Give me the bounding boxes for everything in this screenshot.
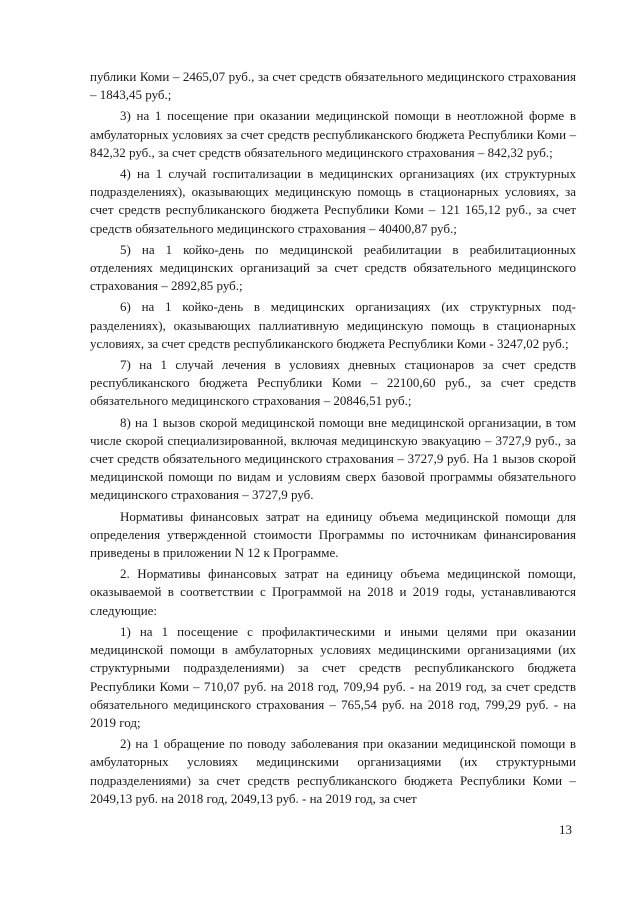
paragraph-item-8: 8) на 1 вызов скорой медицинской помощи вне медицинской организации, в том числе скорой специализированной, включая медицинскую эвакуацию – 3727,9 руб., за счет средств обязательного медицинского страхования – 3727,9 руб. На 1 вызов скорой медицинской помощи по видам и условиям сверх базовой программы обязательного медицинского страхования – 3727,9 руб.: [90, 414, 576, 503]
paragraph-section-2-item-2: 2) на 1 обращение по поводу заболевания при оказании медицинской помощи в амбулаторных условиях медицинскими организациями (их структурными подразделениями) за счет средств республиканского бюджета Республики Коми – 2049,13 руб. на 2018 год, 2049,13 руб. - на 2019 год, за счет: [90, 736, 576, 806]
paragraph-item-3: 3) на 1 посещение при оказании медицинской помощи в неотложной форме в амбулаторных условиях за счет средств республиканского бюджета Республики Коми – 842,32 руб., за счет средств обязательного медицинского страхования – 842,32 руб.;: [90, 108, 576, 160]
paragraph-item-5: 5) на 1 койко-день по медицинской реабилитации в реабилитационных отделениях медицинских организаций за счет средств обязательного медицинского страхования – 2892,85 руб.;: [90, 241, 576, 294]
document-body: [90, 68, 576, 811]
paragraph-section-2: 2. Нормативы финансовых затрат на единицу объема медицинской помощи, оказываемой в соответствии с Программой на 2018 и 2019 годы, устанавливаются следующие:: [90, 566, 576, 618]
paragraph-section-2-item-1: 1) на 1 посещение с профилактическими и иными целями при оказании медицинской помощи в амбулаторных условиях медицинскими организациями (их структурными подразделениями) за счет средств республиканского бюджета Республики Коми – 710,07 руб. на 2018 год, 709,94 руб. - на 2019 год, за счет средств обязательного медицинского страхования – 765,54 руб. на 2018 год, 799,29 руб. - на 2019 год;: [90, 623, 576, 730]
page-number: 13: [559, 822, 572, 837]
paragraph-item-4: 4) на 1 случай госпитализации в медицинских организациях (их структурных подразделениях), оказывающих медицинскую помощь в стационарных условиях, за счет средств республиканского бюджета Республики Коми – 121 165,12 руб., за счет средств обязательного медицинского страхования – 40400,87 руб.;: [90, 166, 576, 236]
paragraph-item-6: 6) на 1 койко-день в медицинских организациях (их структурных подразделениях), оказывающих паллиативную медицинскую помощь в стационарных условиях, за счет средств республиканского бюджета Республики Коми - 3247,02 руб.;: [90, 299, 576, 351]
paragraph-continuation: публики Коми – 2465,07 руб., за счет средств обязательного медицинского страхования – 1843,45 руб.;: [90, 69, 576, 103]
paragraph-normatives-note: Нормативы финансовых затрат на единицу объема медицинской помощи для определения утвержденной стоимости Программы по источникам финансирования приведены в приложении N 12 к Программе.: [90, 508, 576, 561]
paragraph-item-7: 7) на 1 случай лечения в условиях дневных стационаров за счет средств республиканского бюджета Республики Коми – 22100,60 руб., за счет средств обязательного медицинского страхования – 20846,51 руб.;: [90, 357, 576, 409]
